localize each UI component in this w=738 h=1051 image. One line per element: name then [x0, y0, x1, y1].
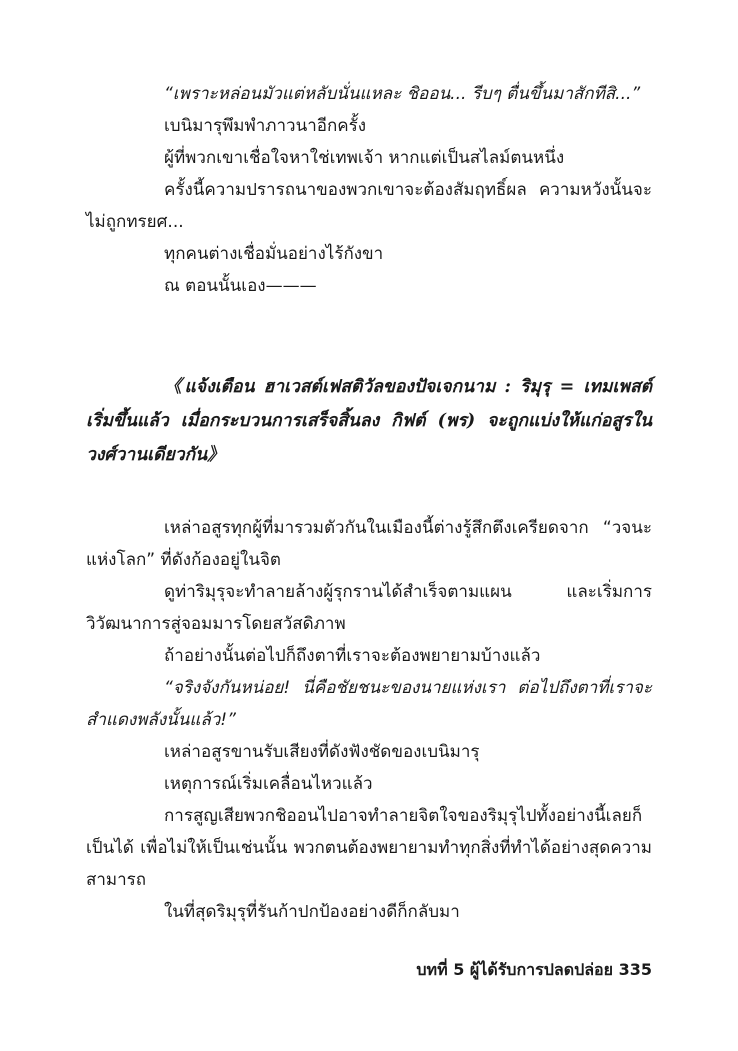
section-1	[86, 78, 652, 302]
paragraph-return: ในที่สุดริมุรุที่รันก้าปกป้องอย่างดีก็กลับมา	[164, 902, 460, 922]
section-2	[86, 512, 652, 928]
running-footer: บทที่ 5 ผู้ได้รับการปลดปล่อย 335	[416, 960, 652, 979]
paragraph-loss: การสูญเสียพวกชิออนไปอาจทำลายจิตใจของริมุรุไปทั้งอย่างนี้เลยก็เป็นได้ เพื่อไม่ให้เป็นเช่นนั้น พวกตนต้องพยายามทำทุกสิ่งที่ทำได้อย่างสุดความสามารถ	[86, 806, 652, 890]
paragraph-slime: ผู้ที่พวกเขาเชื่อใจหาใช่เทพเจ้า หากแต่เป็นสไลม์ตนหนึ่ง	[164, 148, 565, 168]
paragraph-wish: ครั้งนี้ความปรารถนาของพวกเขาจะต้องสัมฤทธิ์ผล ความหวังนั้นจะไม่ถูกทรยศ...	[86, 180, 652, 232]
paragraph-at-that-moment: ณ ตอนนั้นเอง———	[164, 276, 317, 296]
dialogue-paragraph-2: “จริงจังกันหน่อย! นี่คือชัยชนะของนายแห่งเรา ต่อไปถึงตาที่เราจะสำแดงพลังนั้นแล้ว!”	[86, 678, 652, 730]
paragraph-belief: ทุกคนต่างเชื่อมั่นอย่างไร้กังขา	[164, 244, 384, 264]
paragraph-our-turn: ถ้าอย่างนั้นต่อไปก็ถึงตาที่เราจะต้องพยายามบ้างแล้ว	[164, 646, 541, 666]
dialogue-paragraph-1: “เพราะหล่อนมัวแต่หลับนั่นแหละ ชิออน... รีบๆ ตื่นขึ้นมาสักทีสิ...”	[164, 84, 641, 104]
paragraph-monsters-respond: เหล่าอสูรขานรับเสียงที่ดังฟังชัดของเบนิมารุ	[164, 742, 480, 762]
paragraph-benimaru-prays: เบนิมารุพึมพำภาวนาอีกครั้ง	[164, 116, 367, 136]
paragraph-monsters-tense: เหล่าอสูรทุกผู้ที่มารวมตัวกันในเมืองนี้ต่างรู้สึกตึงเครียดจาก “วจนะแห่งโลก” ที่ดังก้องอยู่ในจิต	[86, 518, 652, 570]
paragraph-rimuru-evolution: ดูท่าริมุรุจะทำลายล้างผู้รุกรานได้สำเร็จตามแผน และเริ่มการวิวัฒนาการสู่จอมมารโดยสวัสดิภาพ	[86, 582, 652, 634]
system-announcement: 《แจ้งเตือน ฮาเวสต์เฟสติวัลของปัจเจกนาม : ริมุรุ = เทมเพสต์ เริ่มขึ้นแล้ว เมื่อกระบวนการเสร็จสิ้นลง กิฟต์ (พร) จะถูกแบ่งให้แก่อสูรในวงศ์วานเดียวกัน》	[86, 377, 652, 465]
paragraph-events-move: เหตุการณ์เริ่มเคลื่อนไหวแล้ว	[164, 774, 373, 794]
